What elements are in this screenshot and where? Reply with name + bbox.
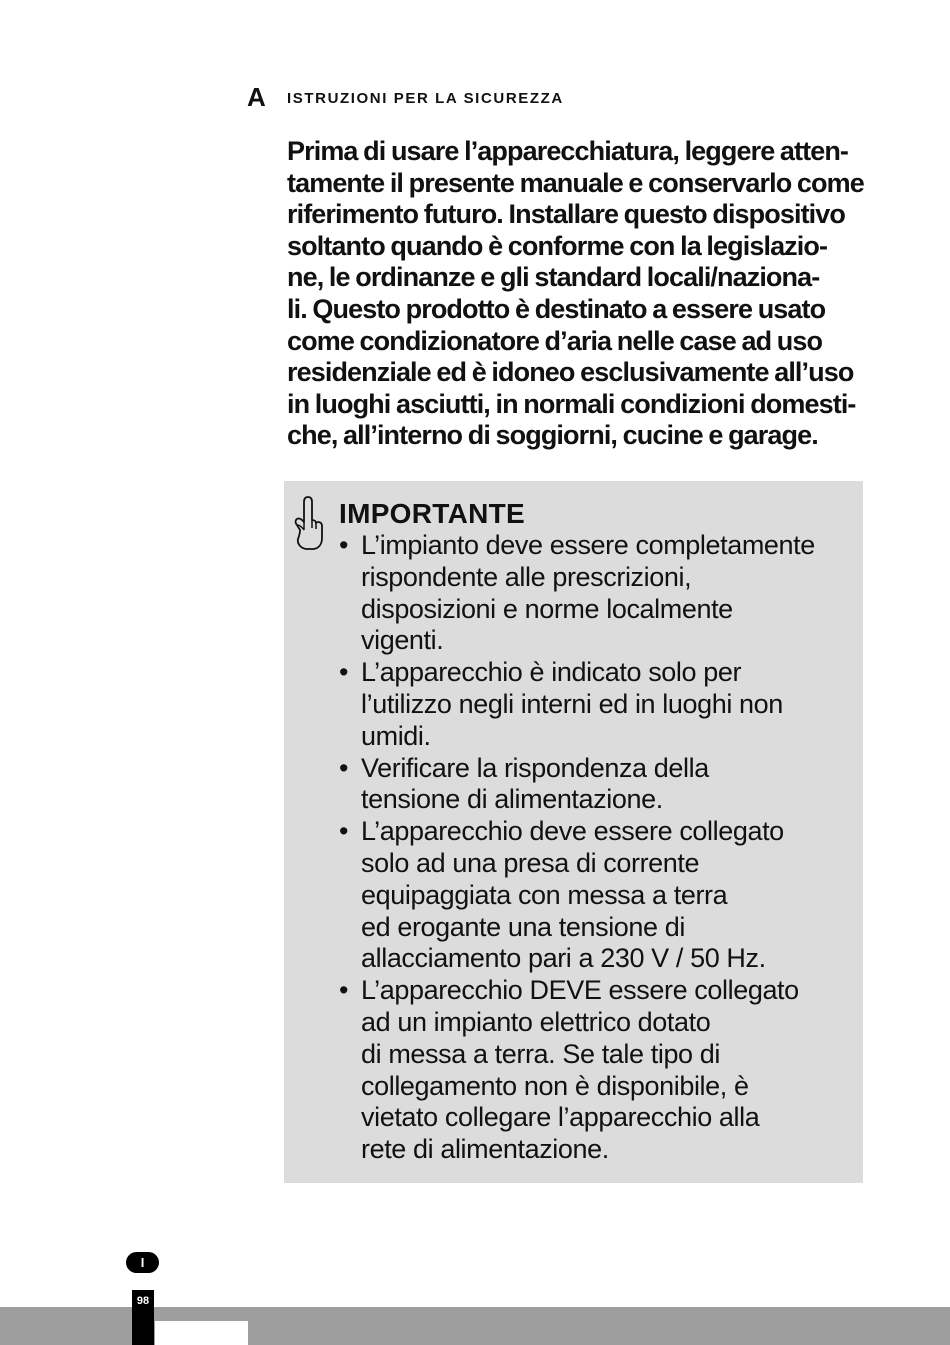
intro-line: Prima di usare l’apparecchiatura, leggere atten- xyxy=(287,136,849,166)
list-item-line: vietato collegare l’apparecchio alla xyxy=(361,1102,760,1133)
list-item-line: L’impianto deve essere completamente xyxy=(361,530,815,560)
section-title: ISTRUZIONI PER LA SICUREZZA xyxy=(287,90,564,107)
intro-line: soltanto quando è conforme con la legislazio- xyxy=(287,230,828,261)
intro-line: riferimento futuro. Installare questo dispositivo xyxy=(287,199,845,230)
list-item-line: L’apparecchio è indicato solo per xyxy=(361,657,742,688)
list-item-line: rispondente alle prescrizioni, xyxy=(361,561,692,592)
list-item-line: disposizioni e norme localmente xyxy=(361,593,733,624)
list-item xyxy=(339,753,859,817)
list-item-line: l’utilizzo negli interni ed in luoghi non xyxy=(361,688,783,719)
list-item xyxy=(339,975,859,1166)
intro-line: ne, le ordinanze e gli standard locali/naziona- xyxy=(287,262,820,293)
language-badge: I xyxy=(126,1252,159,1273)
footer-white-strip xyxy=(155,1321,248,1345)
intro-line: li. Questo prodotto è destinato a essere usato xyxy=(287,293,826,324)
list-item-line: L’apparecchio deve essere collegato xyxy=(361,816,784,847)
section-letter: A xyxy=(247,82,266,112)
list-item xyxy=(339,657,859,752)
important-list xyxy=(339,530,859,1166)
bullet: • xyxy=(339,657,349,688)
bullet: • xyxy=(339,752,349,783)
list-item-line: rete di alimentazione. xyxy=(361,1134,609,1165)
bullet: • xyxy=(339,975,349,1006)
pointing-hand-icon xyxy=(290,494,326,554)
list-item-line: tensione di alimentazione. xyxy=(361,784,663,815)
list-item-line: collegamento non è disponibile, è xyxy=(361,1070,749,1101)
list-item-line: solo ad una presa di corrente xyxy=(361,847,700,878)
list-item-line: ad un impianto elettrico dotato xyxy=(361,1006,711,1037)
intro-line: come condizionatore d’aria nelle case ad uso xyxy=(287,325,823,356)
bullet: • xyxy=(339,530,349,560)
important-title: IMPORTANTE xyxy=(339,498,526,529)
list-item-line: allacciamento pari a 230 V / 50 Hz. xyxy=(361,943,766,974)
intro-line: residenziale ed è idoneo esclusivamente all’uso xyxy=(287,357,854,388)
list-item-line: L’apparecchio DEVE essere collegato xyxy=(361,975,799,1006)
list-item-line: di messa a terra. Se tale tipo di xyxy=(361,1038,720,1069)
list-item-line: Verificare la rispondenza della xyxy=(361,752,709,783)
bullet: • xyxy=(339,816,349,847)
intro-line: che, all’interno di soggiorni, cucine e garage. xyxy=(287,420,818,451)
page-number: 98 xyxy=(136,1295,150,1307)
list-item-line: umidi. xyxy=(361,720,431,751)
list-item-line: vigenti. xyxy=(361,625,444,656)
list-item xyxy=(339,530,859,657)
intro-paragraph xyxy=(287,136,867,452)
list-item xyxy=(339,816,859,975)
list-item-line: ed erogante una tensione di xyxy=(361,911,685,942)
intro-line: in luoghi asciutti, in normali condizioni domesti- xyxy=(287,388,856,419)
intro-line: tamente il presente manuale e conservarlo come xyxy=(287,167,864,198)
list-item-line: equipaggiata con messa a terra xyxy=(361,879,728,910)
